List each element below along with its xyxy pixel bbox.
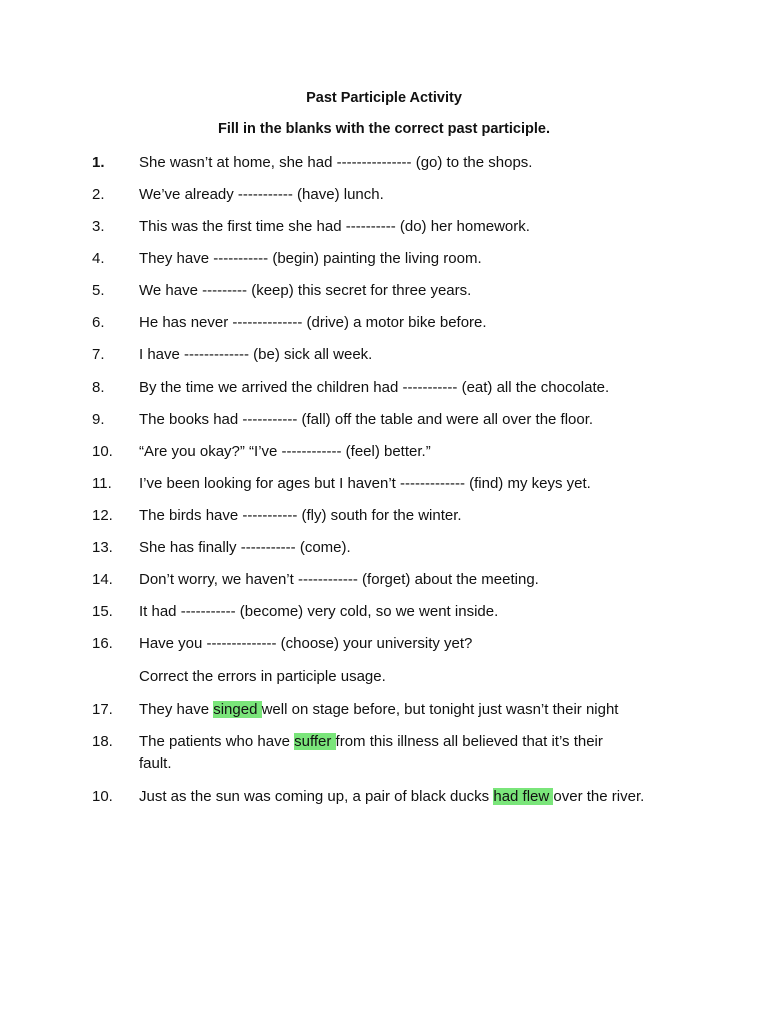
item-text: I’ve been looking for ages but I haven’t ------------- (find) my keys yet. — [139, 475, 591, 492]
item-text: She has finally ----------- (come). — [139, 539, 351, 556]
item-number: 11. — [92, 475, 112, 492]
text-after: over the river. — [553, 788, 645, 805]
item-number: 4. — [92, 250, 105, 267]
item-number: 1. — [92, 154, 105, 171]
item-number: 14. — [92, 571, 113, 588]
item-text: The birds have ----------- (fly) south for the winter. — [139, 507, 462, 524]
item-number: 3. — [92, 218, 105, 235]
item-number: 18. — [92, 733, 113, 750]
worksheet-instructions: Fill in the blanks with the correct past participle. — [218, 121, 550, 137]
item-text: The books had ----------- (fall) off the table and were all over the floor. — [139, 411, 594, 428]
item-number: 13. — [92, 539, 113, 556]
highlighted-error: suffer — [294, 733, 336, 750]
item-text — [139, 731, 639, 775]
item-number: 10. — [92, 443, 113, 460]
item-text: We’ve already ----------- (have) lunch. — [139, 186, 384, 203]
highlighted-error: had flew — [493, 788, 554, 805]
highlighted-error: singed — [213, 701, 262, 718]
item-text: We have --------- (keep) this secret for three years. — [139, 282, 472, 299]
item-text: It had ----------- (become) very cold, so we went inside. — [139, 603, 499, 620]
item-text: Have you -------------- (choose) your university yet? — [139, 635, 473, 652]
item-text: He has never -------------- (drive) a motor bike before. — [139, 314, 487, 331]
text-before: They have — [139, 701, 214, 718]
item-text: Don’t worry, we haven’t ------------ (forget) about the meeting. — [139, 571, 539, 588]
item-number: 8. — [92, 379, 105, 396]
item-number: 12. — [92, 507, 113, 524]
text-before: Just as the sun was coming up, a pair of black ducks — [139, 788, 494, 805]
item-number: 16. — [92, 635, 113, 652]
item-text: They have ----------- (begin) painting the living room. — [139, 250, 482, 267]
item-text: This was the first time she had ---------- (do) her homework. — [139, 218, 530, 235]
item-number: 15. — [92, 603, 113, 620]
worksheet-title: Past Participle Activity — [306, 90, 462, 106]
item-text — [139, 699, 684, 721]
item-number: 5. — [92, 282, 105, 299]
text-before: The patients who have — [139, 733, 295, 750]
item-text — [139, 786, 659, 808]
section-heading: Correct the errors in participle usage. — [139, 668, 386, 685]
item-number: 2. — [92, 186, 105, 203]
item-text: By the time we arrived the children had ----------- (eat) all the chocolate. — [139, 379, 610, 396]
item-number: 6. — [92, 314, 105, 331]
item-number: 7. — [92, 346, 105, 363]
item-number: 9. — [92, 411, 105, 428]
text-after: well on stage before, but tonight just wasn’t their night — [261, 701, 619, 718]
item-text: I have ------------- (be) sick all week. — [139, 346, 373, 363]
item-text: She wasn’t at home, she had --------------- (go) to the shops. — [139, 154, 533, 171]
item-number: 10. — [92, 788, 113, 805]
item-text: “Are you okay?” “I’ve ------------ (feel) better.” — [139, 443, 431, 460]
text-after: from this illness all believed that it’s their fault. — [139, 733, 603, 772]
item-number: 17. — [92, 701, 113, 718]
